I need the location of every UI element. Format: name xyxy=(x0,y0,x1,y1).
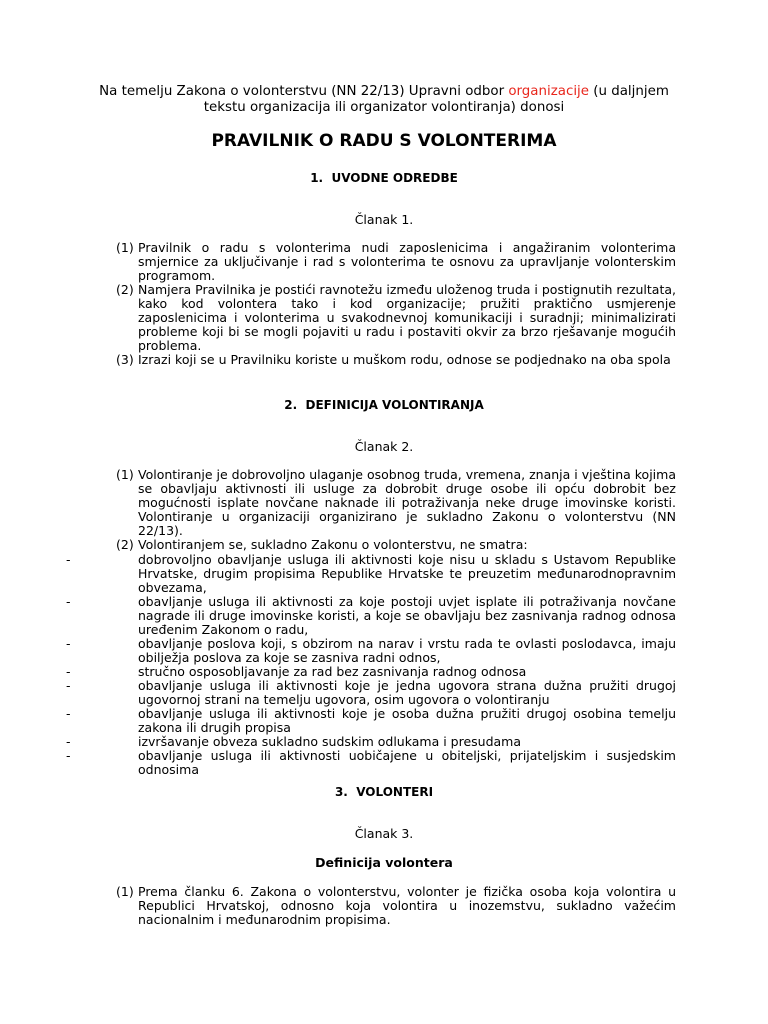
item-number: (1) xyxy=(116,467,134,482)
list-item xyxy=(116,241,676,283)
item-text: dobrovoljno obavljanje usluga ili aktivnosti koje nisu u skladu s Ustavom Republike Hrvatske, drugim propisima Republike Hrvatske te preuzetim međunarodnopravnim obvezama, xyxy=(138,552,676,595)
item-text: Prema članku 6. Zakona o volonterstvu, volonter je fizička osoba koja volontira u Republici Hrvatskoj, odnosno koja volontira u inozemstvu, sukladno važećim nacionalnim i međunarodnim propisima. xyxy=(138,884,676,927)
item-number: (3) xyxy=(116,352,134,367)
article-1-label: Članak 1. xyxy=(354,212,414,227)
intro-text-before: Na temelju Zakona o volonterstvu (NN 22/13) Upravni odbor xyxy=(99,84,509,99)
section-title: DEFINICIJA VOLONTIRANJA xyxy=(305,398,484,412)
item-number: (2) xyxy=(116,537,134,552)
section-number: 2. xyxy=(284,398,298,412)
dash-bullet: - xyxy=(66,748,71,763)
article-2-label: Članak 2. xyxy=(354,439,414,454)
intro-paragraph xyxy=(96,84,672,116)
list-item xyxy=(66,595,676,637)
item-text: Volontiranje je dobrovoljno ulaganje osobnog truda, vremena, znanja i vještina kojima se obavljaju aktivnosti ili usluge za dobrobit druge osobe ili opću dobrobit bez mogućnosti isplate novčane naknade ili potraživanja neke druge imovinske koristi. Volontiranje u organizaciji organizirano je sukladno Zakonu o volonterstvu (NN 22/13). xyxy=(138,467,676,538)
item-text: stručno osposobljavanje za rad bez zasnivanja radnog odnosa xyxy=(138,664,527,679)
dash-bullet: - xyxy=(66,636,71,651)
dash-bullet: - xyxy=(66,664,71,679)
list-item xyxy=(66,749,676,777)
item-text: obavljanje usluga ili aktivnosti za koje postoji uvjet isplate ili potraživanja novčane nagrade ili druge imovinske koristi, a koje se obavljaju bez zasnivanja radnog odnosa uređenim Zakonom o radu, xyxy=(138,594,676,637)
item-text: Izrazi koji se u Pravilniku koriste u muškom rodu, odnose se podjednako na oba spola xyxy=(138,352,671,367)
list-item xyxy=(66,735,676,749)
item-text: obavljanje usluga ili aktivnosti koje je osoba dužna pružiti drugoj osobina temelju zakona ili drugih propisa xyxy=(138,706,676,735)
item-text: Namjera Pravilnika je postići ravnotežu između uloženog truda i postignutih rezultata, kako kod volontera tako i kod organizacije; pružiti praktično usmjerenje zaposlenicima i volonterima u svakodnevnoj komunikaciji i suradnji; minimalizirati probleme koji bi se mogli pojaviti u radu i postaviti okvir za brzo rješavanje mogućih problema. xyxy=(138,282,676,353)
section-title: UVODNE ODREDBE xyxy=(331,171,458,185)
dash-bullet: - xyxy=(66,594,71,609)
item-text: izvršavanje obveza sukladno sudskim odlukama i presudama xyxy=(138,734,522,749)
item-text: obavljanje poslova koji, s obzirom na narav i vrstu rada te ovlasti poslodavca, imaju obilježja poslova za koje se zasniva radni odnos, xyxy=(138,636,676,665)
section-heading-1 xyxy=(96,171,672,185)
section-number: 1. xyxy=(310,171,324,185)
article-3-list xyxy=(116,885,676,927)
intro-text-after: (u daljnjem tekstu organizacija ili organizator volontiranja) donosi xyxy=(203,84,669,115)
list-item xyxy=(116,283,676,353)
article-1-list xyxy=(116,241,676,367)
list-item xyxy=(66,553,676,595)
item-text: Pravilnik o radu s volonterima nudi zaposlenicima i angažiranim volonterima smjernice za uključivanje i rad s volonterima te osnovu za upravljanje volonterskim programom. xyxy=(138,240,676,283)
dash-bullet: - xyxy=(66,552,71,567)
list-item xyxy=(116,468,676,538)
list-item xyxy=(66,665,676,679)
item-text: Volontiranjem se, sukladno Zakonu o volonterstvu, ne smatra: xyxy=(138,537,528,552)
list-item xyxy=(116,353,676,367)
item-text: obavljanje usluga ili aktivnosti uobičajene u obiteljski, prijateljskim i susjedskim odnosima xyxy=(138,748,676,777)
item-number: (1) xyxy=(116,884,134,899)
document-title: PRAVILNIK O RADU S VOLONTERIMA xyxy=(211,131,557,151)
dash-bullet: - xyxy=(66,678,71,693)
dash-bullet: - xyxy=(66,734,71,749)
item-number: (2) xyxy=(116,282,134,297)
list-item xyxy=(116,538,676,552)
list-item xyxy=(66,679,676,707)
article-2-list xyxy=(116,468,676,552)
article-3-subtitle: Definicija volontera xyxy=(315,855,453,870)
section-heading-3 xyxy=(96,785,672,799)
list-item xyxy=(66,707,676,735)
list-item xyxy=(66,637,676,665)
section-heading-2 xyxy=(96,398,672,412)
item-text: obavljanje usluga ili aktivnosti koje je jedna ugovora strana dužna pružiti drugoj ugovornoj strani na temelju ugovora, osim ugovora o volontiranju xyxy=(138,678,676,707)
section-title: VOLONTERI xyxy=(356,785,434,799)
article-3-label: Članak 3. xyxy=(354,826,414,841)
section-number: 3. xyxy=(334,785,348,799)
list-item xyxy=(116,885,676,927)
item-number: (1) xyxy=(116,240,134,255)
dash-bullet: - xyxy=(66,706,71,721)
intro-highlight: organizacije xyxy=(508,84,589,99)
exclusions-list xyxy=(66,553,676,777)
